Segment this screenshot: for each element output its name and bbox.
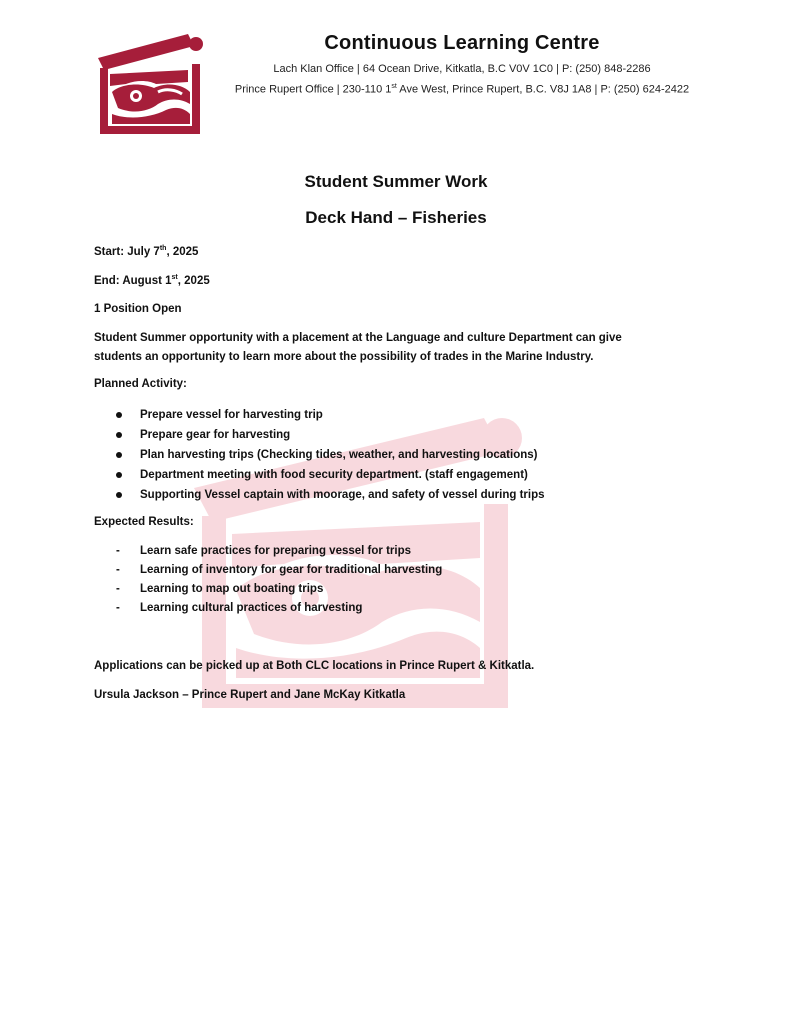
clc-logo-icon <box>96 30 206 134</box>
bullet-icon <box>116 452 122 458</box>
lach-klan-office: Lach Klan Office | 64 Ocean Drive, Kitkatla, B.C V0V 1C0 | P: (250) 848-2286 <box>273 63 651 75</box>
planned-activity-list <box>94 405 545 505</box>
list-item: Plan harvesting trips (Checking tides, weather, and harvesting locations) <box>94 445 545 465</box>
prince-rupert-office: Prince Rupert Office | 230-110 1st Ave West, Prince Rupert, B.C. V8J 1A8 | P: (250) 624-2422 <box>234 83 690 96</box>
bullet-icon <box>116 412 122 418</box>
bullet-icon <box>116 492 122 498</box>
positions-open: 1 Position Open <box>94 303 182 315</box>
list-item: Supporting Vessel captain with moorage, and safety of vessel during trips <box>94 485 545 505</box>
document-title: Student Summer Work <box>304 172 488 191</box>
bullet-icon <box>116 432 122 438</box>
bullet-icon <box>116 472 122 478</box>
list-item: - Learn safe practices for preparing vessel for trips <box>116 545 411 557</box>
start-date: Start: July 7th, 2025 <box>94 245 199 258</box>
list-item: Prepare vessel for harvesting trip <box>94 405 545 425</box>
list-item: Prepare gear for harvesting <box>94 425 545 445</box>
end-date: End: August 1st, 2025 <box>94 274 210 287</box>
planned-activity-heading: Planned Activity: <box>94 378 187 390</box>
applications-note: Applications can be picked up at Both CLC locations in Prince Rupert & Kitkatla. <box>94 660 535 672</box>
list-item: - Learning to map out boating trips <box>116 583 324 595</box>
letterhead <box>210 32 714 99</box>
list-item: - Learning of inventory for gear for traditional harvesting <box>116 564 443 576</box>
list-item: - Learning cultural practices of harvesting <box>116 602 363 614</box>
expected-results-heading: Expected Results: <box>94 516 194 528</box>
organization-name: Continuous Learning Centre <box>324 32 600 54</box>
description: Student Summer opportunity with a placement at the Language and culture Department can give students an opportunity to learn more about the possibility of trades in the Marine Industry. <box>94 332 622 363</box>
office-info <box>210 61 714 99</box>
list-item: Department meeting with food security department. (staff engagement) <box>94 465 545 485</box>
position-title: Deck Hand – Fisheries <box>305 208 487 227</box>
contacts: Ursula Jackson – Prince Rupert and Jane McKay Kitkatla <box>94 689 406 701</box>
expected-results-list <box>94 542 442 618</box>
